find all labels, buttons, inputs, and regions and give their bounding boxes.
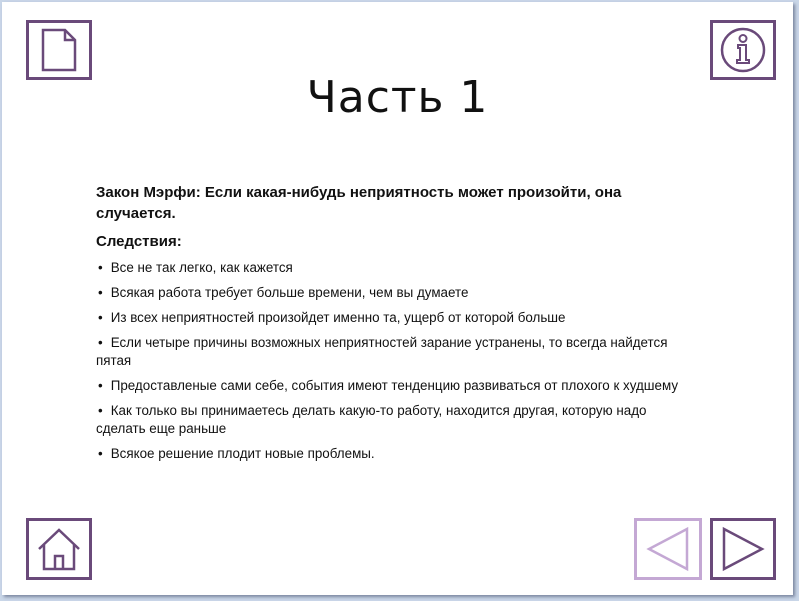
list-item: • Как только вы принимаетесь делать какую-то работу, находится другая, которую надо сделать еще раньше [96, 403, 647, 436]
slide-content [96, 182, 696, 470]
list-item: • Если четыре причины возможных неприятностей зарание устранены, то всегда найдется пятая [96, 335, 668, 368]
bullet-marker: • [98, 446, 103, 461]
triangle-left-icon [643, 524, 693, 574]
list-item: • Всякая работа требует больше времени, чем вы думаете [98, 285, 469, 300]
list-item: • Предоставленые сами себе, события имеют тенденцию развиваться от плохого к худшему [98, 378, 679, 393]
home-button[interactable] [26, 518, 92, 580]
bullet-marker: • [98, 285, 103, 300]
list-item: • Из всех неприятностей произойдет именно та, ущерб от которой больше [98, 310, 566, 325]
bullet-marker: • [98, 403, 103, 418]
next-slide-button[interactable] [710, 518, 776, 580]
info-icon [718, 25, 768, 75]
bullet-marker: • [98, 378, 103, 393]
consequences-heading: Следствия: [96, 233, 182, 250]
bullet-marker: • [98, 310, 103, 325]
triangle-right-icon [718, 524, 768, 574]
home-icon [35, 525, 83, 573]
info-button[interactable] [710, 20, 776, 80]
consequences-list [96, 259, 696, 463]
list-item: • Все не так легко, как кажется [98, 260, 293, 275]
bullet-marker: • [98, 260, 103, 275]
list-item: • Всякое решение плодит новые проблемы. [98, 446, 375, 461]
slide [2, 2, 793, 595]
murphy-law-text: Закон Мэрфи: Если какая-нибудь неприятность может произойти, она случается. [96, 184, 622, 222]
document-icon [39, 26, 79, 74]
slide-title: Часть 1 [306, 72, 489, 123]
bullet-marker: • [98, 335, 103, 350]
document-button[interactable] [26, 20, 92, 80]
previous-slide-button[interactable] [634, 518, 702, 580]
